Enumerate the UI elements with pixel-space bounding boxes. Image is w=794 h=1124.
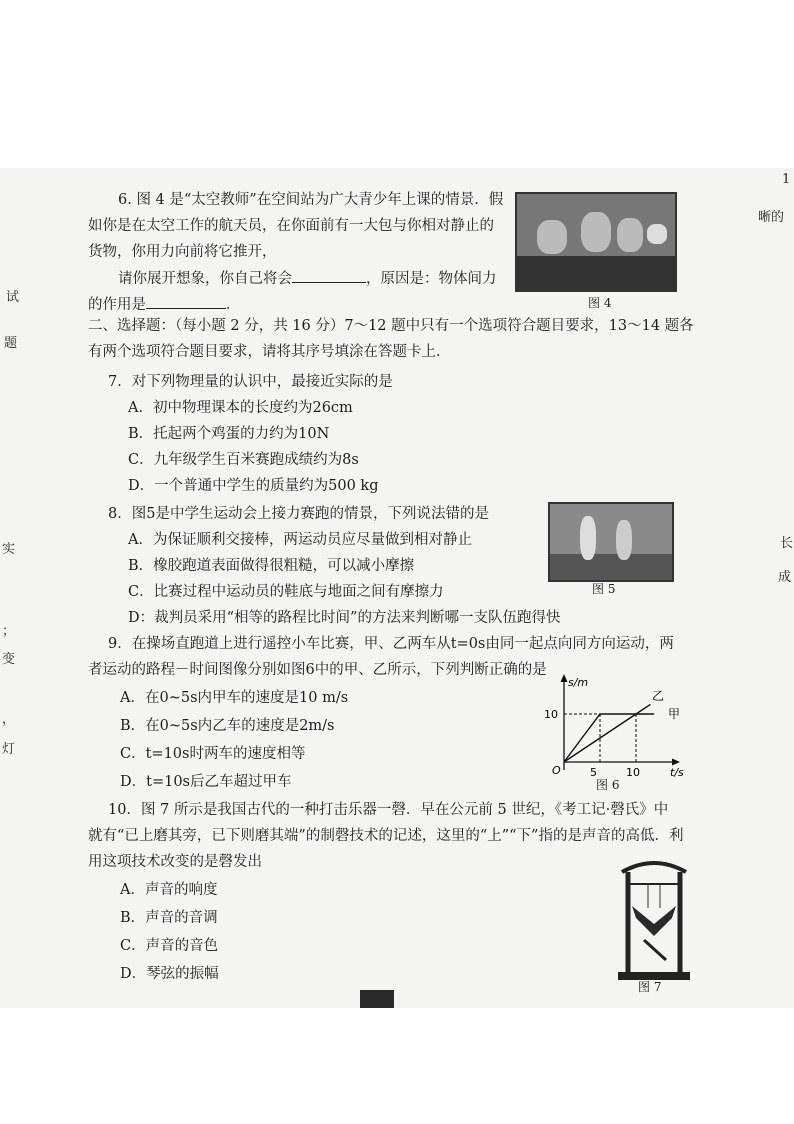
q6-line5-end: ． (226, 297, 241, 313)
y-tick-label: 10 (544, 708, 558, 721)
q6-blank-2[interactable] (146, 294, 226, 309)
right-margin-text: 成 (778, 570, 792, 585)
q7-option-a: A．初中物理课本的长度约为26cm (128, 400, 353, 416)
figure-4-caption: 图 4 (588, 296, 612, 310)
q6-line5-start: 的作用是 (88, 297, 146, 313)
q6-line1: 6. 图 4 是“太空教师”在空间站为广大青少年上课的情景．假 (118, 192, 504, 208)
q10-option-b: B．声音的音调 (120, 910, 218, 926)
q10-option-d: D．琴弦的振幅 (120, 966, 219, 982)
series-yi-label: 乙 (652, 689, 665, 703)
q8-option-c: C．比赛过程中运动员的鞋底与地面之间有摩擦力 (128, 584, 444, 600)
left-margin-char: 试 (6, 290, 20, 305)
left-margin-char: 灯 (2, 742, 16, 757)
series-jia-label: 甲 (668, 707, 681, 721)
q7-stem: 7．对下列物理量的认识中，最接近实际的是 (108, 374, 393, 390)
q6-line4 (118, 268, 497, 289)
page-edge-mark (360, 990, 394, 1008)
q7-option-d: D．一个普通中学生的质量约为500 kg (128, 478, 379, 494)
left-margin-char: 变 (2, 652, 16, 667)
origin-label: O (552, 764, 561, 777)
q6-line4-start: 请你展开想象，你自己将会 (118, 271, 292, 287)
section2-heading-line1: 二、选择题：（每小题 2 分，共 16 分）7～12 题中只有一个选项符合题目要求，13～14 题各 (88, 318, 694, 334)
q7-option-c: C．九年级学生百米赛跑成绩约为8s (128, 452, 359, 468)
q10-line2: 就有“已上磨其旁，已下则磨其端”的制磬技术的记述，这里的“上”“下”指的是声音的高低．利 (88, 828, 684, 844)
q8-stem: 8．图5是中学生运动会上接力赛跑的情景，下列说法错的是 (108, 506, 489, 522)
q6-line2: 如你是在太空工作的航天员，在你面前有一大包与你相对静止的 (88, 218, 494, 234)
figure-7-caption: 图 7 (638, 980, 662, 994)
q7-option-b: B．托起两个鸡蛋的力约为10N (128, 426, 330, 442)
q6-line3: 货物，你用力向前将它推开， (88, 244, 277, 260)
left-margin-char: 实 (2, 542, 16, 557)
y-axis-label: s/m (568, 676, 589, 689)
right-margin-text: 长 (780, 536, 794, 551)
q9-line2: 者运动的路程－时间图像分别如图6中的甲、乙所示，下列判断正确的是 (88, 662, 547, 678)
q9-option-d: D．t=10s后乙车超过甲车 (120, 774, 292, 790)
right-margin-text: 晰的 (758, 210, 785, 225)
q9-option-a: A．在0~5s内甲车的速度是10 m/s (120, 690, 349, 706)
series-yi-line (564, 704, 650, 762)
x-axis-arrow-icon (672, 759, 680, 766)
left-margin-char: ； (2, 624, 16, 639)
x-tick-label: 5 (590, 766, 597, 779)
q10-option-a: A．声音的响度 (120, 882, 218, 898)
right-margin-text: 1 (782, 172, 791, 187)
q10-line1: 10．图 7 所示是我国古代的一种打击乐器一磬．早在公元前 5 世纪，《考工记·磬氏》中 (108, 802, 669, 818)
q9-option-c: C．t=10s时两车的速度相等 (120, 746, 306, 762)
x-axis-label: t/s (670, 766, 684, 779)
q6-line4-end: ，原因是：物体间力 (366, 271, 497, 287)
x-tick-label: 10 (626, 766, 640, 779)
q9-option-b: B．在0~5s内乙车的速度是2m/s (120, 718, 335, 734)
q10-option-c: C．声音的音色 (120, 938, 219, 954)
q8-option-d: D：裁判员采用“相等的路程比时间”的方法来判断哪一支队伍跑得快 (128, 610, 561, 626)
left-margin-char: 题 (4, 336, 18, 351)
figure-5-caption: 图 5 (592, 582, 616, 596)
left-margin-char: ， (2, 712, 16, 727)
section2-heading-line2: 有两个选项符合题目要求，请将其序号填涂在答题卡上． (88, 344, 451, 360)
series-jia-line (564, 714, 654, 762)
q6-blank-1[interactable] (292, 268, 366, 283)
q9-line1: 9．在操场直跑道上进行遥控小车比赛，甲、乙两车从t=0s由同一起点向同方向运动，两 (108, 636, 674, 652)
figure-6-caption: 图 6 (596, 778, 620, 792)
q6-line5 (88, 294, 241, 315)
figure-7-chime-stone (614, 856, 694, 988)
figure-6-chart (540, 666, 690, 784)
figure-5-photo (548, 502, 674, 582)
q10-line3: 用这项技术改变的是磬发出 (88, 854, 262, 870)
q8-option-b: B．橡胶跑道表面做得很粗糙，可以减小摩擦 (128, 558, 415, 574)
q8-option-a: A．为保证顺利交接棒，两运动员应尽量做到相对静止 (128, 532, 472, 548)
figure-4-photo (515, 192, 677, 292)
y-axis-arrow-icon (561, 674, 568, 682)
